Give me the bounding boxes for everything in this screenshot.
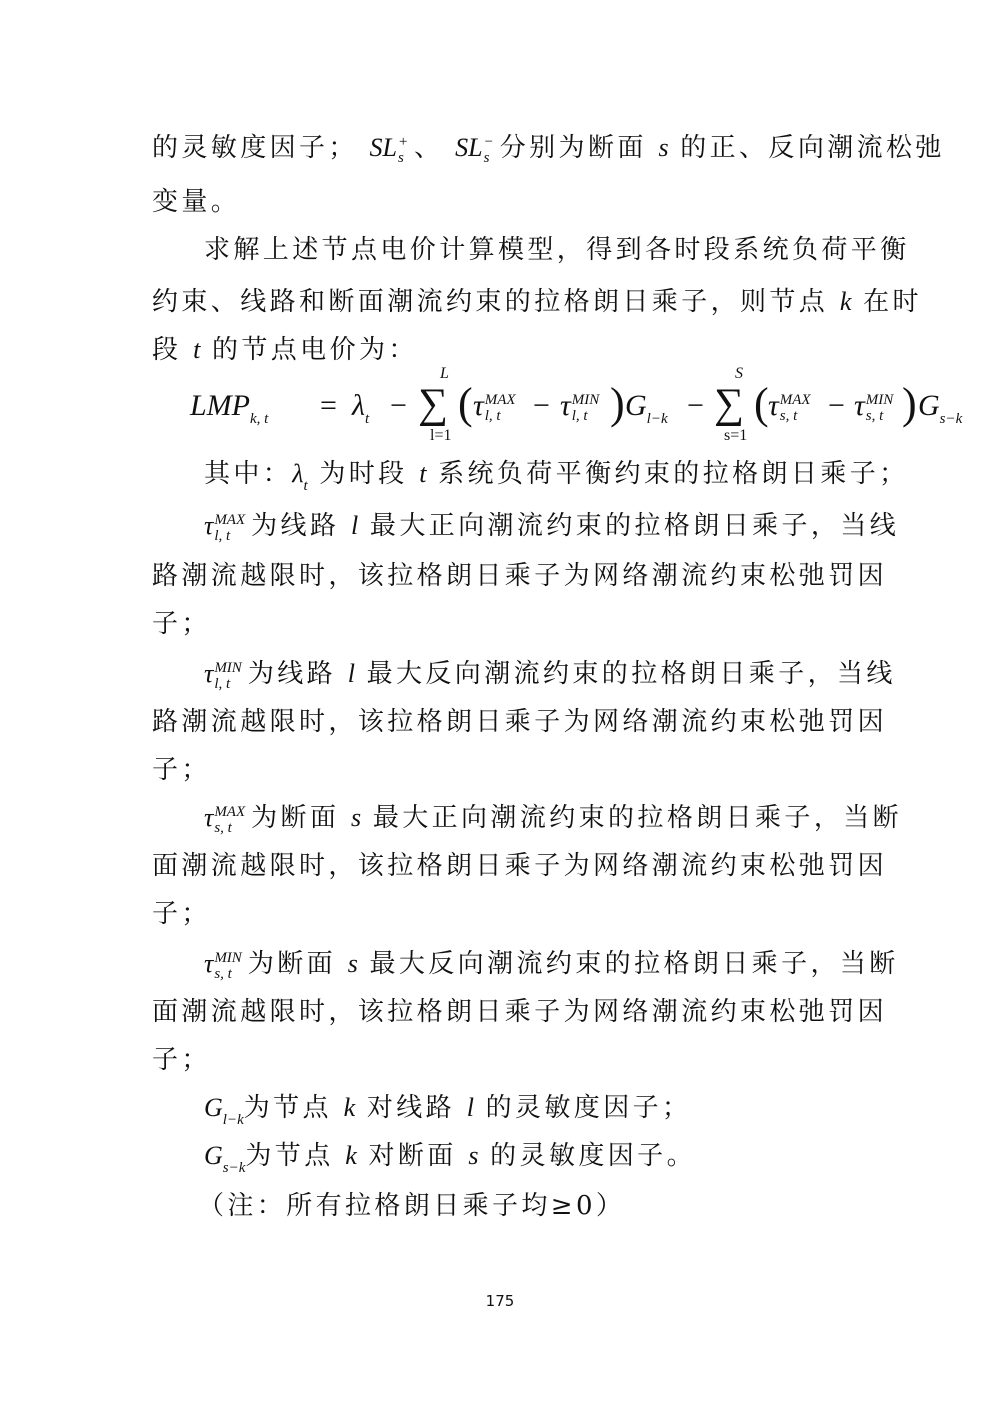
formula-lhs: $LMP_{k, t}$ bbox=[190, 389, 269, 427]
formula-g-lk: $G_{l-k}$ bbox=[625, 389, 668, 427]
formula-g-sk: $G_{s-k}$ bbox=[918, 389, 963, 427]
sum1-lower: l=1 bbox=[430, 427, 452, 444]
sum2-upper: S bbox=[735, 365, 743, 382]
para2-line3: 段 t 的节点电价为： bbox=[152, 335, 418, 365]
def-tau-max-l-line3: 子； bbox=[152, 609, 211, 639]
def-tau-min-s: τ MIN s, t 为断面 s 最大反向潮流约束的拉格朗日乘子，当断 bbox=[204, 949, 899, 983]
formula-minus-3: − bbox=[687, 389, 704, 422]
def-tau-min-l-line3: 子； bbox=[152, 755, 211, 785]
def-tau-min-s-line2: 面潮流越限时，该拉格朗日乘子为网络潮流约束松弛罚因 bbox=[152, 997, 888, 1027]
def-lambda: 其中：$\lambda_t$ 为时段 t 系统负荷平衡约束的拉格朗日乘子； bbox=[204, 459, 909, 494]
formula-lambda: $\lambda_t$ bbox=[352, 389, 370, 427]
sum2-lower: s=1 bbox=[724, 427, 748, 444]
def-tau-max-l: τ MAX l, t 为线路 l 最大正向潮流约束的拉格朗日乘子，当线 bbox=[204, 511, 900, 545]
sum1-sigma: ∑ bbox=[418, 381, 448, 427]
formula-tau-max-s: τ MAX s, t bbox=[768, 389, 811, 425]
formula-tau-min-s: τ MIN s, t bbox=[854, 389, 894, 425]
paren-close-1: ) bbox=[610, 379, 625, 428]
paren-close-2: ) bbox=[902, 379, 917, 428]
para2-line2: 约束、线路和断面潮流约束的拉格朗日乘子，则节点 k 在时 bbox=[152, 287, 922, 317]
def-tau-max-s-line2: 面潮流越限时，该拉格朗日乘子为网络潮流约束松弛罚因 bbox=[152, 851, 888, 881]
sum1-upper: L bbox=[440, 365, 449, 382]
formula-minus-4: − bbox=[828, 389, 845, 422]
def-tau-max-s: τ MAX s, t 为断面 s 最大正向潮流约束的拉格朗日乘子，当断 bbox=[204, 803, 903, 837]
sl-minus-symbol: SL − s bbox=[455, 133, 494, 167]
def-tau-max-l-line2: 路潮流越限时，该拉格朗日乘子为网络潮流约束松弛罚因 bbox=[152, 561, 888, 591]
para1-line1: 的灵敏度因子； SL + s 、 SL − s 分别为断面 s 的正、反向潮流松弛 bbox=[152, 133, 945, 167]
def-g-lk: $G_{l-k}$为节点 k 对线路 l 的灵敏度因子； bbox=[204, 1093, 692, 1128]
formula-equals: = bbox=[320, 389, 337, 422]
lmp-formula bbox=[190, 365, 963, 446]
para2-line1: 求解上述节点电价计算模型，得到各时段系统负荷平衡 bbox=[204, 235, 910, 265]
def-tau-max-s-line3: 子； bbox=[152, 899, 211, 929]
formula-tau-min-l: τ MIN l, t bbox=[560, 389, 600, 425]
def-tau-min-s-line3: 子； bbox=[152, 1045, 211, 1075]
sum2-sigma: ∑ bbox=[714, 381, 744, 427]
formula-tau-max-l: τ MAX l, t bbox=[473, 389, 516, 425]
paren-open-2: ( bbox=[754, 379, 769, 428]
formula-minus-1: − bbox=[390, 389, 407, 422]
page-number: 175 bbox=[485, 1292, 515, 1310]
paren-open-1: ( bbox=[458, 379, 473, 428]
def-tau-min-l-line2: 路潮流越限时，该拉格朗日乘子为网络潮流约束松弛罚因 bbox=[152, 707, 888, 737]
formula-minus-2: − bbox=[533, 389, 550, 422]
para1-line2: 变量。 bbox=[152, 187, 241, 217]
def-tau-min-l: τ MIN l, t 为线路 l 最大反向潮流约束的拉格朗日乘子，当线 bbox=[204, 659, 896, 693]
def-g-sk: $G_{s-k}$为节点 k 对断面 s 的灵敏度因子。 bbox=[204, 1141, 696, 1176]
sl-plus-symbol: SL + s bbox=[369, 133, 409, 167]
note: （注：所有拉格朗日乘子均≥0） bbox=[198, 1191, 626, 1221]
